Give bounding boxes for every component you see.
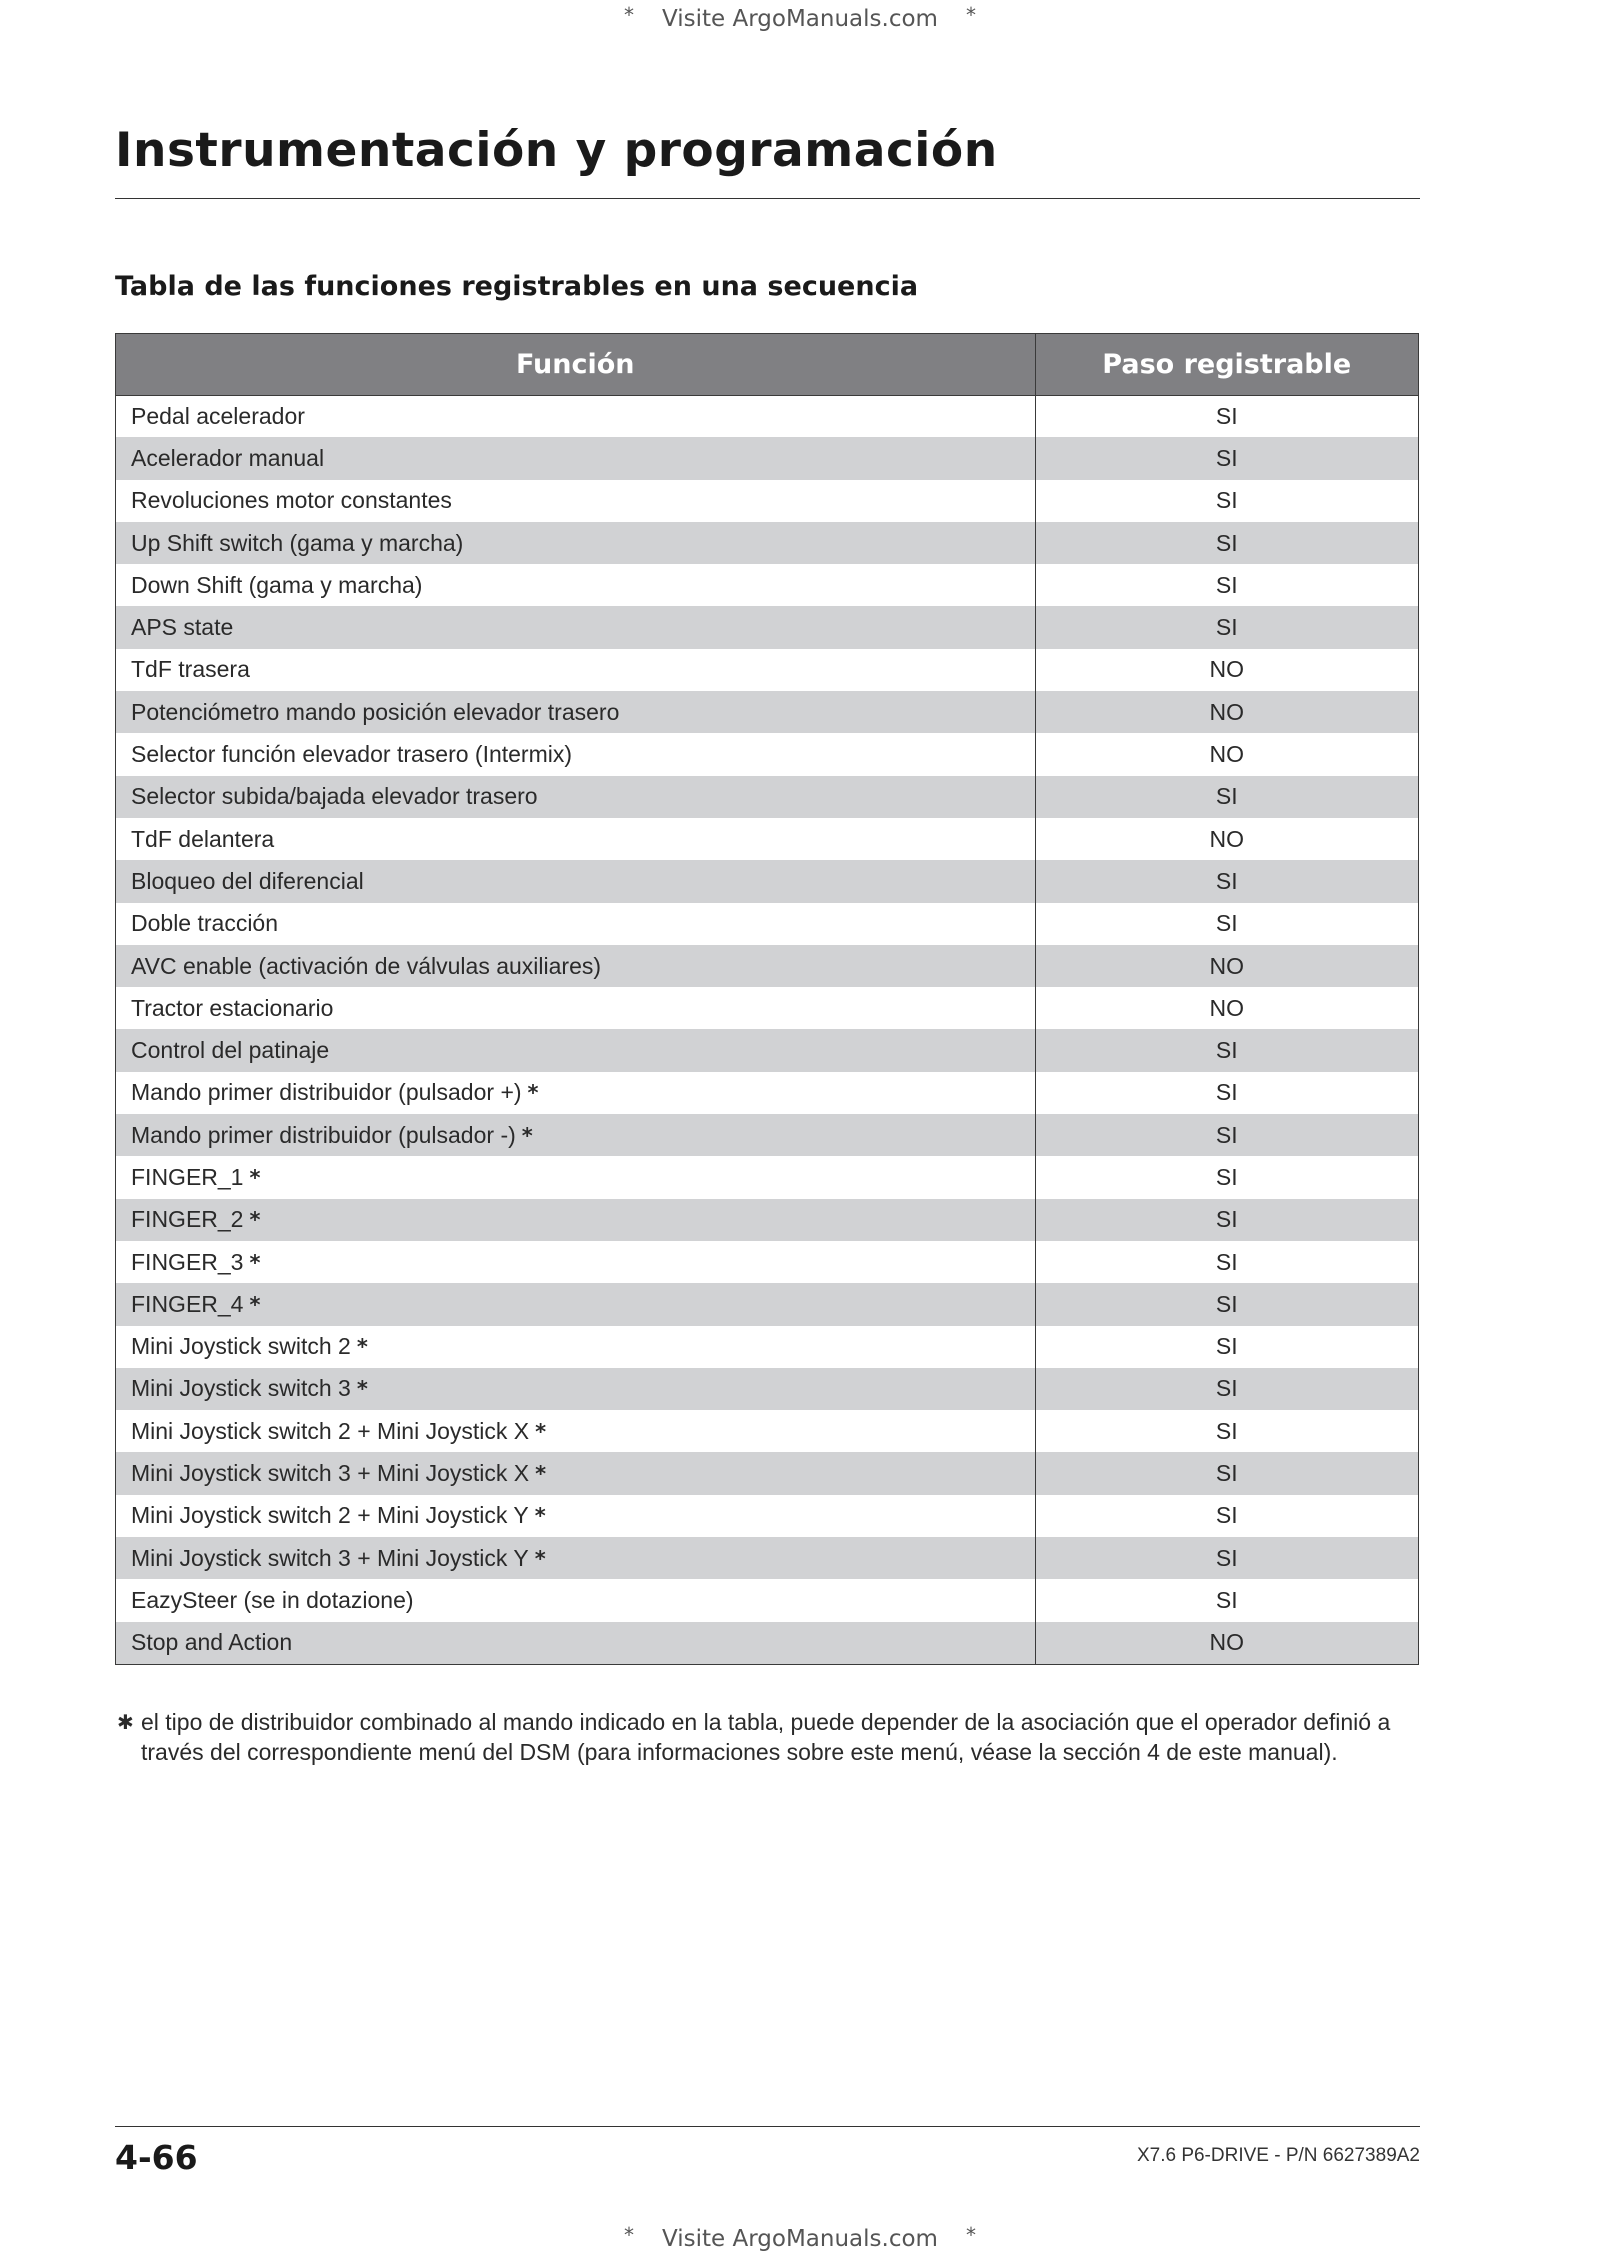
recordable-value-cell: SI (1215, 1502, 1238, 1529)
footnote-asterisk-icon: * (535, 1419, 547, 1444)
function-label: FINGER_1 (131, 1163, 244, 1190)
table-row (116, 1452, 1418, 1494)
recordable-value-cell: SI (1215, 1163, 1238, 1190)
table-row (116, 860, 1418, 902)
watermark-star: * (965, 3, 976, 27)
recordable-value-cell: SI (1215, 1079, 1238, 1106)
table-row (116, 945, 1418, 987)
table-row (116, 776, 1418, 818)
function-label: Mini Joystick switch 2 (131, 1333, 351, 1360)
function-label: Pedal acelerador (131, 402, 305, 429)
footnote-asterisk-icon: * (249, 1250, 261, 1275)
function-label: Tractor estacionario (131, 994, 334, 1021)
function-label: Doble tracción (131, 910, 279, 937)
function-cell (116, 1537, 1035, 1579)
table-row (116, 437, 1418, 479)
table-row (116, 1283, 1418, 1325)
recordable-value-cell: SI (1215, 571, 1238, 598)
function-label: Revoluciones motor constantes (131, 487, 452, 514)
footnote-asterisk-icon: * (249, 1292, 261, 1317)
function-cell (116, 1452, 1035, 1494)
watermark-top (0, 3, 1600, 32)
table-row (116, 987, 1418, 1029)
function-cell (116, 818, 1035, 860)
function-cell (116, 1029, 1035, 1071)
function-cell (116, 1241, 1035, 1283)
footnote-asterisk-icon: * (249, 1208, 261, 1233)
function-label: Selector función elevador trasero (Intermix) (131, 741, 573, 768)
footnote-asterisk-icon: * (534, 1546, 546, 1571)
recordable-value-cell: SI (1035, 860, 1418, 902)
recordable-value-cell: SI (1035, 1029, 1418, 1071)
recordable-value-cell: SI (1035, 606, 1418, 648)
function-cell (116, 691, 1035, 733)
table-row (116, 1326, 1418, 1368)
function-label: FINGER_4 (131, 1290, 244, 1317)
function-cell (116, 480, 1035, 522)
recordable-value-cell: SI (1215, 487, 1238, 514)
footer-divider (115, 2126, 1420, 2127)
function-label: Down Shift (gama y marcha) (131, 571, 423, 598)
document-reference: X7.6 P6-DRIVE - P/N 6627389A2 (1136, 2145, 1420, 2166)
recordable-value-cell: SI (1215, 1586, 1238, 1613)
function-cell (116, 522, 1035, 564)
table-row (116, 1199, 1418, 1241)
table-row (116, 1410, 1418, 1452)
footnote-asterisk-icon: * (535, 1462, 547, 1487)
functions-table (115, 333, 1419, 1665)
recordable-value-cell: NO (1035, 691, 1418, 733)
footnote-asterisk-icon: * (521, 1123, 533, 1148)
column-header-function: Función (116, 334, 1035, 395)
function-label: Mando primer distribuidor (pulsador -) (131, 1121, 516, 1148)
recordable-value-cell: NO (1209, 825, 1244, 852)
function-cell (116, 860, 1035, 902)
recordable-value-cell: SI (1215, 1248, 1238, 1275)
recordable-value-cell: NO (1209, 741, 1244, 768)
footnote-asterisk-icon: * (534, 1504, 546, 1529)
function-cell (116, 606, 1035, 648)
function-label: Potenciómetro mando posición elevador trasero (131, 698, 620, 725)
function-label: Control del patinaje (131, 1037, 330, 1064)
function-label: TdF delantera (131, 825, 275, 852)
function-label: Mini Joystick switch 3 (131, 1375, 351, 1402)
recordable-value-cell: NO (1035, 1622, 1418, 1664)
recordable-value-cell: SI (1215, 1333, 1238, 1360)
recordable-value-cell: SI (1215, 402, 1238, 429)
watermark-text: Visite ArgoManuals.com (662, 2226, 938, 2252)
table-row (116, 818, 1418, 860)
function-label: Selector subida/bajada elevador trasero (131, 783, 538, 810)
function-label: TdF trasera (131, 656, 250, 683)
function-cell (116, 1579, 1035, 1621)
watermark-bottom (0, 2223, 1600, 2252)
table-row (116, 1156, 1418, 1198)
function-label: AVC enable (activación de válvulas auxiliares) (131, 952, 602, 979)
table-row (116, 1029, 1418, 1071)
function-label: FINGER_2 (131, 1206, 244, 1233)
footnote (117, 1707, 1427, 1767)
table-row (116, 903, 1418, 945)
function-label: EazySteer (se in dotazione) (131, 1586, 414, 1613)
table-row (116, 1241, 1418, 1283)
function-cell (116, 1368, 1035, 1410)
footnote-asterisk-icon: * (356, 1335, 368, 1360)
footnote-asterisk-icon: * (527, 1081, 539, 1106)
section-title: Tabla de las funciones registrables en una secuencia (115, 271, 919, 302)
function-cell (116, 1495, 1035, 1537)
footnote-asterisk-icon: * (356, 1377, 368, 1402)
table-row (116, 1072, 1418, 1114)
watermark-text: Visite ArgoManuals.com (662, 6, 938, 32)
footnote-asterisk-icon: ✱ (117, 1710, 134, 1734)
watermark-star: * (624, 3, 635, 27)
table-row (116, 1622, 1418, 1664)
function-cell (116, 1622, 1035, 1664)
recordable-value-cell: NO (1035, 945, 1418, 987)
watermark-star: * (965, 2223, 976, 2247)
column-header-recordable-step: Paso registrable (1035, 334, 1418, 395)
table-row (116, 1579, 1418, 1621)
function-cell (116, 437, 1035, 479)
recordable-value-cell: SI (1215, 1417, 1238, 1444)
function-label: Mini Joystick switch 2 + Mini Joystick Y (131, 1502, 529, 1529)
title-divider (115, 198, 1420, 199)
page-number: 4-66 (115, 2138, 198, 2177)
function-label: Acelerador manual (131, 444, 325, 471)
function-label: Mini Joystick switch 3 + Mini Joystick Y (131, 1544, 529, 1571)
recordable-value-cell: SI (1035, 1452, 1418, 1494)
table-body (116, 395, 1418, 1664)
function-label: Bloqueo del diferencial (131, 867, 364, 894)
function-cell (116, 395, 1035, 437)
recordable-value-cell: SI (1035, 1283, 1418, 1325)
function-label: Mini Joystick switch 2 + Mini Joystick X (131, 1417, 530, 1444)
function-label: Mando primer distribuidor (pulsador +) (131, 1079, 522, 1106)
function-cell (116, 1114, 1035, 1156)
function-cell (116, 564, 1035, 606)
table-row (116, 480, 1418, 522)
recordable-value-cell: NO (1209, 656, 1244, 683)
function-cell (116, 903, 1035, 945)
function-label: Up Shift switch (gama y marcha) (131, 529, 464, 556)
function-label: APS state (131, 614, 234, 641)
function-cell (116, 1156, 1035, 1198)
recordable-value-cell: SI (1035, 437, 1418, 479)
function-label: Mini Joystick switch 3 + Mini Joystick X (131, 1460, 530, 1487)
table-row (116, 649, 1418, 691)
function-cell (116, 649, 1035, 691)
function-cell (116, 1199, 1035, 1241)
function-cell (116, 1072, 1035, 1114)
function-cell (116, 733, 1035, 775)
footnote-asterisk-icon: * (249, 1165, 261, 1190)
page-title: Instrumentación y programación (115, 123, 998, 178)
recordable-value-cell: SI (1215, 910, 1238, 937)
table-row (116, 564, 1418, 606)
function-cell (116, 945, 1035, 987)
recordable-value-cell: SI (1035, 1114, 1418, 1156)
table-row (116, 733, 1418, 775)
function-cell (116, 1283, 1035, 1325)
recordable-value-cell: SI (1035, 1537, 1418, 1579)
function-cell (116, 1410, 1035, 1452)
watermark-star: * (624, 2223, 635, 2247)
function-label: Stop and Action (131, 1629, 293, 1656)
table-row (116, 1368, 1418, 1410)
table-row (116, 1495, 1418, 1537)
recordable-value-cell: SI (1035, 1199, 1418, 1241)
table-row (116, 522, 1418, 564)
table-row (116, 1537, 1418, 1579)
table-row (116, 691, 1418, 733)
footnote-text: el tipo de distribuidor combinado al mando indicado en la tabla, puede depender de la asociación que el operador definió a través del correspondiente menú del DSM (para informaciones sobre este menú, véase la sección 4 de este manual). (141, 1709, 1391, 1765)
function-label: FINGER_3 (131, 1248, 244, 1275)
function-cell (116, 987, 1035, 1029)
table-row (116, 395, 1418, 437)
table-row (116, 606, 1418, 648)
function-cell (116, 776, 1035, 818)
table-header-row (116, 334, 1418, 395)
recordable-value-cell: SI (1035, 1368, 1418, 1410)
recordable-value-cell: SI (1035, 776, 1418, 818)
table-row (116, 1114, 1418, 1156)
recordable-value-cell: NO (1209, 994, 1244, 1021)
recordable-value-cell: SI (1035, 522, 1418, 564)
function-cell (116, 1326, 1035, 1368)
